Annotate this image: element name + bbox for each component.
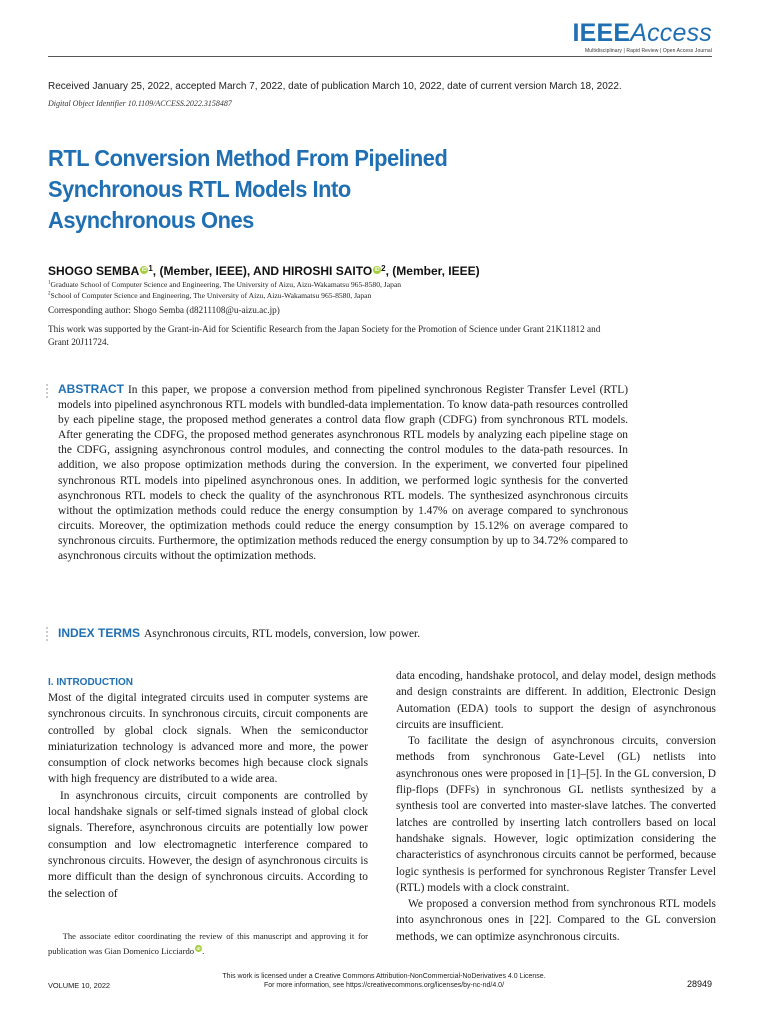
page-number: 28949 xyxy=(686,979,712,989)
author-role: , (Member, IEEE) xyxy=(385,264,480,278)
logo-tagline: Multidisciplinary | Rapid Review | Open Access Journal xyxy=(585,48,712,54)
index-terms-text: Asynchronous circuits, RTL models, conversion, low power. xyxy=(144,628,421,640)
corresponding-author: Corresponding author: Shogo Semba (d8211108@u-aizu.ac.jp) xyxy=(48,305,280,315)
author-line xyxy=(48,264,480,278)
author-role: , (Member, IEEE), AND HIROSHI SAITO xyxy=(152,264,373,278)
license-line: This work is licensed under a Creative Commons Attribution-NonCommercial-NoDerivatives 4.0 License. xyxy=(222,973,546,980)
affiliation xyxy=(48,291,371,300)
paragraph: In asynchronous circuits, circuit components are controlled by local handshake signals or self-timed signals instead of global clock signals. Therefore, asynchronous circuits are potentially low power consumption and low electromagnetic interference compared to synchronous circuits. However, the design of asynchronous circuits is more difficult than the design of synchronous circuits. According to the selection of xyxy=(48,789,368,900)
orcid-icon[interactable]: iD xyxy=(141,267,147,273)
affiliation xyxy=(48,280,401,289)
paragraph: Most of the digital integrated circuits used in computer systems are synchronous circuits. In synchronous circuits, circuit components are controlled by global clock signals. When the semiconductor miniaturization technology is advanced more and more, the power consumption of clock networks becomes high because clock signals with high frequency are distributed to a wide area. xyxy=(48,692,368,786)
logo-access: Access xyxy=(630,19,712,47)
abstract-text: In this paper, we propose a conversion method from pipelined synchronous Register Transfer Level (RTL) models into pipelined asynchronous RTL models with bundled-data implementation. To know data-path resources controlled by each pipeline stage, the proposed method generates a control data flow graph (CDFG) from synchronous RTL models. After generating the CDFG, the proposed method generates asynchronous RTL models by analyzing each pipeline stage on the CDFG, assigning asynchronous control modules, and connecting the control modules to the data-path resources. In addition, we also propose optimization methods during the conversion. In the experiment, we converted four pipelined synchronous RTL models into pipelined asynchronous ones. In addition, we performed logic synthesis for the converted asynchronous RTL models to check the quality of the asynchronous RTL models. The synthesized asynchronous circuits without the optimization methods could reduce the energy consumption by 1.47% on average compared to synchronous circuits. Moreover, the optimization methods could reduce the energy consumption by 15.12% on average compared to synchronous circuits. Furthermore, the optimization methods reduced the energy consumption by up to 34.72% compared to asynchronous circuits without the optimization methods. xyxy=(58,384,628,563)
paragraph: data encoding, handshake protocol, and delay model, design methods and design constraints are different. In addition, Electronic Design Automation (EDA) tools to support the design of asynchronous circuits are insufficient. xyxy=(396,670,716,731)
header-rule xyxy=(48,56,712,57)
column-left xyxy=(48,676,368,902)
logo-wordmark xyxy=(572,20,712,46)
affil-ref: 1 xyxy=(148,264,153,273)
author-name: SHOGO SEMBA xyxy=(48,264,140,278)
index-terms xyxy=(58,626,420,640)
paragraph: We proposed a conversion method from synchronous RTL models into asynchronous ones in [22]. Compared to the GL conversion methods, we can optimize asynchronous circuits. xyxy=(396,898,716,943)
abstract-dots-icon xyxy=(46,384,50,400)
footnote-text: The associate editor coordinating the review of this manuscript and approving it for publication was Gian Domenico Licciardo xyxy=(48,931,368,956)
affil-ref: 2 xyxy=(381,264,386,273)
affiliation-number: 2 xyxy=(48,291,51,297)
index-terms-label: INDEX TERMS xyxy=(58,626,141,640)
funding-note: This work was supported by the Grant-in-Aid for Scientific Research from the Japan Society for the Promotion of Science under Grant 21K11812 and Grant 20J11724. xyxy=(48,324,601,347)
title-line: Asynchronous Ones xyxy=(48,207,254,233)
footnote-end: . xyxy=(202,946,205,956)
received-dates: Received January 25, 2022, accepted March 7, 2022, date of publication March 10, 2022, date of current version March 18, 2022. xyxy=(48,81,622,92)
journal-logo xyxy=(572,20,712,54)
license-link[interactable]: For more information, see https://creativecommons.org/licenses/by-nc-nd/4.0/ xyxy=(263,982,505,989)
paragraph: To facilitate the design of asynchronous circuits, conversion methods from synchronous Gate-Level (GL) netlists into asynchronous ones were proposed in [1]–[5]. In the GL conversion, D flip-flops (DFFs) in synchronous GL netlists synthesized by a synthesis tool are converted into master-slave latches. The converted latches are controlled by inserting latch controllers based on local handshake signals. However, logic optimization considering the characteristics of asynchronous circuits cannot be performed, because logic synthesis is performed for synchronous Register Transfer Level (RTL) models with a clock constraint. xyxy=(396,735,716,894)
abstract-label: ABSTRACT xyxy=(58,382,124,396)
orcid-icon[interactable]: iD xyxy=(196,946,201,951)
column-right xyxy=(396,668,716,945)
section-heading: I. INTRODUCTION xyxy=(48,677,133,688)
abstract xyxy=(58,382,628,564)
volume-label: VOLUME 10, 2022 xyxy=(48,981,111,990)
editor-footnote xyxy=(48,929,368,959)
affiliation-number: 1 xyxy=(48,280,51,286)
index-terms-dots-icon xyxy=(46,627,50,643)
title-line: Synchronous RTL Models Into xyxy=(48,176,351,202)
paper-title xyxy=(48,143,569,236)
affiliation-text: School of Computer Science and Engineering, The University of Aizu, Aizu-Wakamatsu 965-8580, Japan xyxy=(50,291,372,300)
logo-ieee: IEEE xyxy=(572,19,631,47)
title-line: RTL Conversion Method From Pipelined xyxy=(48,145,448,171)
license-notice xyxy=(0,972,768,990)
affiliation-text: Graduate School of Computer Science and Engineering, The University of Aizu, Aizu-Wakamatsu 965-8580, Japan xyxy=(50,280,402,289)
doi: Digital Object Identifier 10.1109/ACCESS.2022.3158487 xyxy=(48,99,232,108)
orcid-icon[interactable]: iD xyxy=(374,267,380,273)
